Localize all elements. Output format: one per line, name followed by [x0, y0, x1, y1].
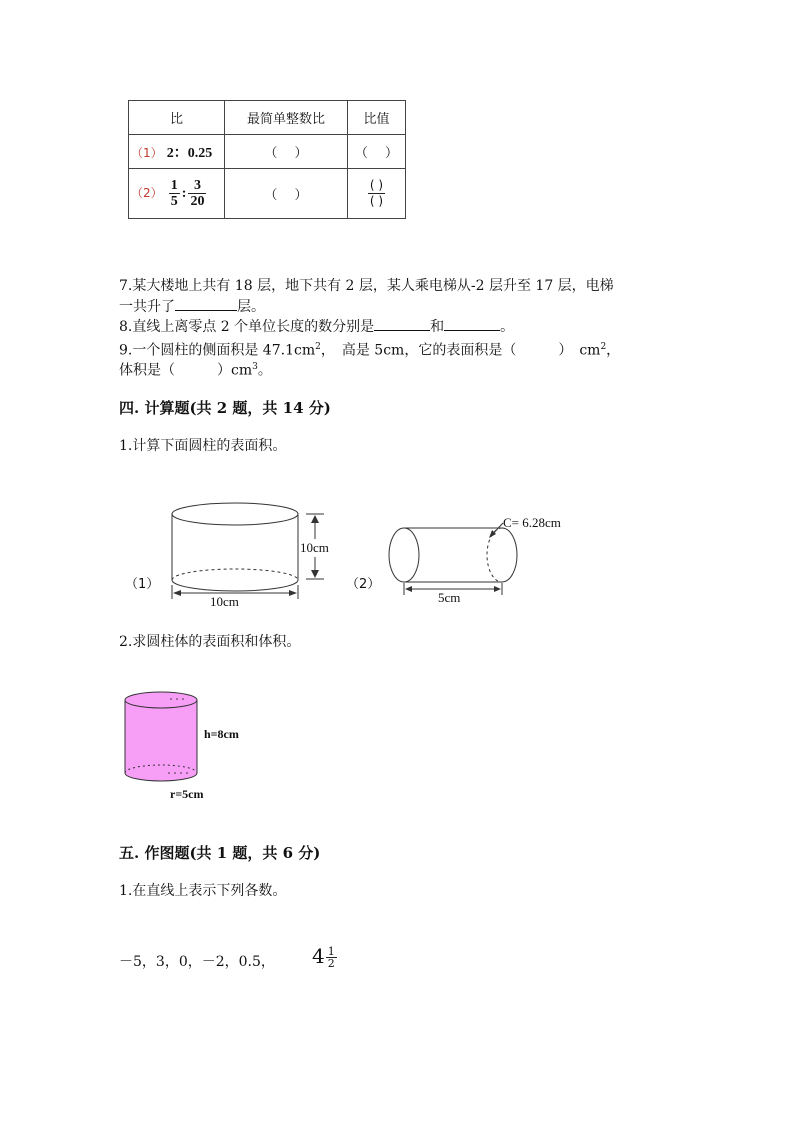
calc-question-1: 1.计算下面圆柱的表面积。: [119, 438, 287, 454]
height-label: 10cm: [300, 540, 329, 555]
figure-label-1: （1）: [125, 577, 160, 592]
fraction-2: $\frac{3}{20}$: [190, 178, 205, 209]
section-5-title: 五. 作图题(共 1 题，共 6 分): [119, 844, 321, 862]
question-7-line2: 一共升了 层。: [119, 296, 265, 317]
row-label: （2）: [131, 186, 163, 200]
colon: :: [181, 186, 187, 201]
value-fraction-blank: $\frac{( )}{( )}$: [348, 169, 406, 219]
fraction-1: $\frac{1}{5}$: [170, 178, 178, 209]
ratio-table: [128, 100, 406, 219]
answer-blank: [175, 296, 237, 311]
header-value: 比值: [348, 101, 406, 135]
diameter-label: 10cm: [210, 594, 239, 609]
question-9-line1: 9.一个圆柱的侧面积是 $47.1cm^2$， 高是 5cm，它的表面积是（ ） $cm^2$，: [119, 342, 621, 359]
question-7-line1: 7.某大楼地上共有 18 层，地下共有 2 层，某人乘电梯从-2 层升至 17 层，电梯: [119, 278, 614, 294]
question-9-line2: 体积是（ ）$cm^3$。: [119, 362, 272, 379]
table-row: [129, 169, 406, 219]
header-ratio: 比: [129, 101, 225, 135]
figure-label-2: （2）: [346, 577, 381, 592]
cylinder-radius-label: r=5cm: [170, 787, 204, 801]
circumference-label: C= 6.28cm: [503, 515, 561, 530]
answer-blank: [374, 316, 430, 331]
header-simplest: 最简单整数比: [225, 101, 348, 135]
cylinders-figure: [110, 495, 580, 615]
answer-blank: [444, 316, 500, 331]
numbers-list: －5，3，0，－2，0.5，: [119, 954, 275, 970]
simplest-blank: （ ）: [225, 135, 348, 169]
ratio-text: 2：0.25: [166, 145, 213, 161]
question-8: 8.直线上离零点 2 个单位长度的数分别是 和 。: [119, 316, 514, 337]
row-label: （1）: [131, 145, 163, 160]
calc-question-2: 2.求圆柱体的表面积和体积。: [119, 634, 301, 650]
table-row: [129, 135, 406, 169]
mixed-number: 4 $\frac{1}{2}$: [312, 944, 335, 970]
cylinder-height-label: h=8cm: [204, 727, 239, 741]
draw-question-1: 1.在直线上表示下列各数。: [119, 883, 287, 899]
section-4-title: 四. 计算题(共 2 题，共 14 分): [119, 399, 331, 417]
value-blank: （ ）: [348, 135, 406, 169]
simplest-blank: （ ）: [225, 169, 348, 219]
pink-cylinder-figure: [115, 685, 215, 785]
length-label: 5cm: [438, 590, 461, 605]
